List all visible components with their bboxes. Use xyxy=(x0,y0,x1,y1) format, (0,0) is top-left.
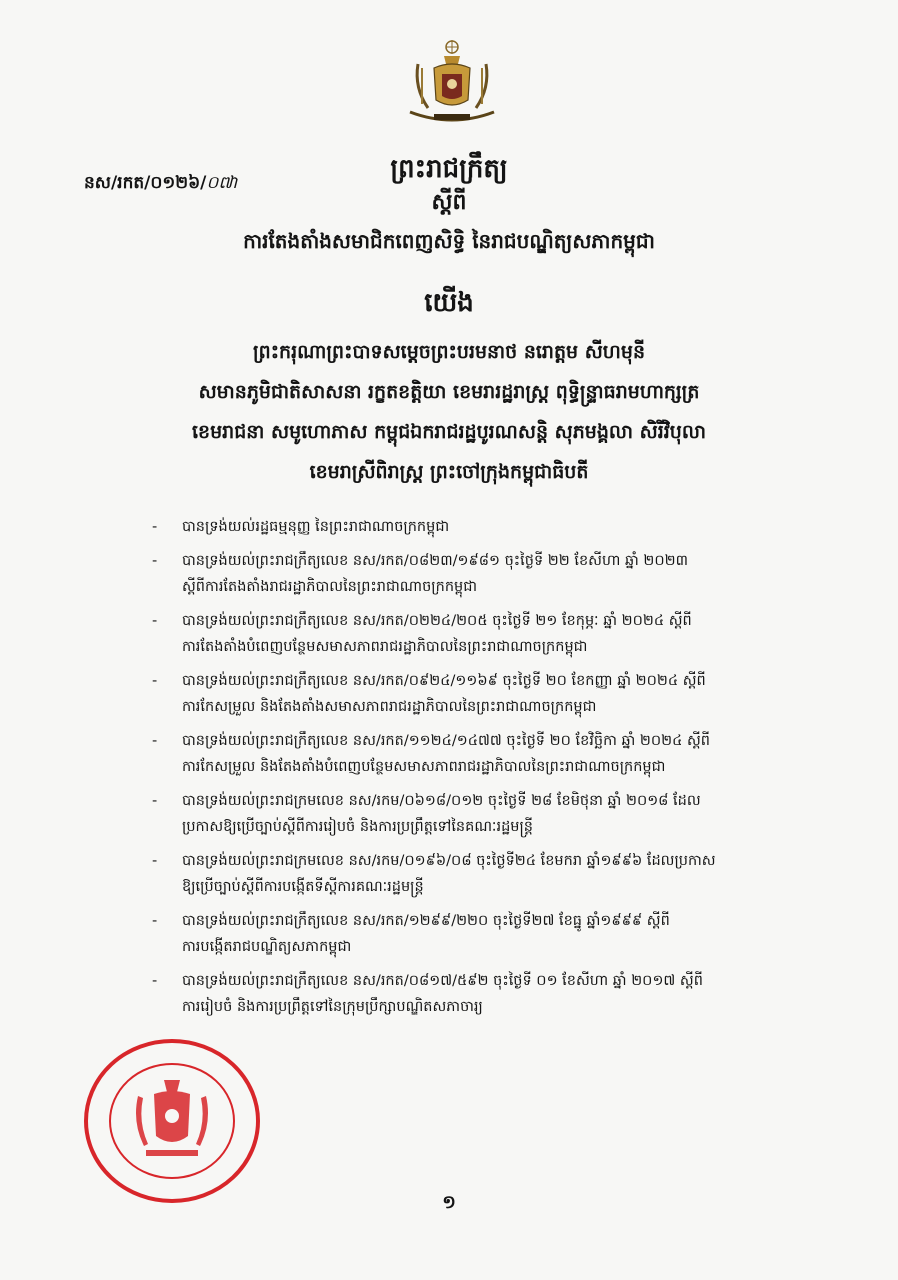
list-item-text: ការតែងតាំងបំពេញបន្ថែមសមាសភាពរាជរដ្ឋាភិបាលនៃព្រះរាជាណាចក្រកម្ពុជា xyxy=(182,639,588,655)
list-item-text: បានទ្រង់យល់ព្រះរាជក្រឹត្យលេខ នស/រកត/០៨១៧/៥៩២ ចុះថ្ងៃទី ០១ ខែសីហា ឆ្នាំ ២០១៧ ស្ដីពី xyxy=(182,973,703,989)
royal-coat-of-arms-icon xyxy=(404,38,500,124)
reference-handwritten: ០៧ា xyxy=(206,173,238,193)
decree-subject: ការតែងតាំងសមាជិកពេញសិទ្ធិ នៃរាជបណ្ឌិត្យសភាកម្ពុជា xyxy=(243,229,655,253)
list-bullet: - xyxy=(152,793,158,809)
list-item-text: បានទ្រង់យល់ព្រះរាជក្រឹត្យលេខ នស/រកត/០៩២៤/១១៦៩ ចុះថ្ងៃទី ២០ ខែកញ្ញា ឆ្នាំ ២០២៤ ស្ដីពី xyxy=(182,673,706,689)
list-item xyxy=(152,608,852,660)
royal-palace-seal-icon xyxy=(80,1036,264,1206)
list-item-text: ស្ដីពីការតែងតាំងរាជរដ្ឋាភិបាលនៃព្រះរាជាណាចក្រកម្ពុជា xyxy=(182,579,478,595)
list-item xyxy=(152,848,852,900)
list-item xyxy=(152,548,852,600)
list-item-text: បានទ្រង់យល់ព្រះរាជក្រឹត្យលេខ នស/រកត/០៨២៣/១៩៨១ ចុះថ្ងៃទី ២២ ខែសីហា ឆ្នាំ ២០២៣ xyxy=(182,553,688,569)
list-item xyxy=(152,668,852,720)
preamble-we: យើង xyxy=(424,288,474,318)
list-item-text: ការកែសម្រួល និងតែងតាំងបំពេញបន្ថែមសមាសភាពរាជរដ្ឋាភិបាលនៃព្រះរាជាណាចក្រកម្ពុជា xyxy=(182,759,666,775)
king-title-line: សមានភូមិជាតិសាសនា រក្ខតខត្តិយា ខេមរារដ្ឋរាស្ត្រ ពុទ្ធិន្ទ្រាធរាមហាក្សត្រ xyxy=(198,381,700,403)
list-bullet: - xyxy=(152,673,158,689)
list-bullet: - xyxy=(152,613,158,629)
list-item xyxy=(152,728,852,780)
list-item-text: បានទ្រង់យល់រដ្ឋធម្មនុញ្ញ នៃព្រះរាជាណាចក្រកម្ពុជា xyxy=(182,519,450,535)
list-item xyxy=(152,788,852,840)
list-bullet: - xyxy=(152,973,158,989)
list-item-text: ឱ្យប្រើច្បាប់ស្ដីពីការបង្កើតទីស្ដីការគណៈរដ្ឋមន្ត្រី xyxy=(182,879,424,895)
list-item-text: ការបង្កើតរាជបណ្ឌិត្យសភាកម្ពុជា xyxy=(182,939,352,955)
king-title-line: ខេមរាស្រីពិរាស្ត្រ ព្រះចៅក្រុងកម្ពុជាធិបតី xyxy=(309,461,589,483)
list-bullet: - xyxy=(152,733,158,749)
king-title-line: ព្រះករុណាព្រះបាទសម្ដេចព្រះបរមនាថ នរោត្តម សីហមុនី xyxy=(252,341,646,363)
list-item-text: បានទ្រង់យល់ព្រះរាជក្រមលេខ នស/រកម/០១៩៦/០៨ ចុះថ្ងៃទី២៤ ខែមករា ឆ្នាំ១៩៩៦ ដែលប្រកាស xyxy=(182,853,716,869)
list-bullet: - xyxy=(152,519,158,535)
list-bullet: - xyxy=(152,853,158,869)
list-item xyxy=(152,908,852,960)
reference-printed: នស/រកត/០១២៦/ xyxy=(84,173,207,193)
considerations-list xyxy=(152,514,852,1028)
list-item-text: ការកែសម្រួល និងតែងតាំងសមាសភាពរាជរដ្ឋាភិបាលនៃព្រះរាជាណាចក្រកម្ពុជា xyxy=(182,699,597,715)
list-item-text: បានទ្រង់យល់ព្រះរាជក្រឹត្យលេខ នស/រកត/១២៩៩/២២០ ចុះថ្ងៃទី២៧ ខែធ្នូ ឆ្នាំ១៩៩៩ ស្ដីពី xyxy=(182,913,670,929)
list-item xyxy=(152,968,852,1020)
king-title-line: ខេមរាជនា សមូហោភាស កម្ពុជឯករាជរដ្ឋបូរណសន្តិ សុភមង្គលា សិរីវិបុលា xyxy=(192,421,706,443)
list-bullet: - xyxy=(152,553,158,569)
page-number: ១ xyxy=(442,1192,456,1213)
list-bullet: - xyxy=(152,913,158,929)
list-item-text: ប្រកាសឱ្យប្រើច្បាប់ស្ដីពីការរៀបចំ និងការប្រព្រឹត្តទៅនៃគណៈរដ្ឋមន្ត្រី xyxy=(182,819,534,835)
list-item-text: បានទ្រង់យល់ព្រះរាជក្រមលេខ នស/រកម/០៦១៨/០១២ ចុះថ្ងៃទី ២៨ ខែមិថុនា ឆ្នាំ ២០១៨ ដែល xyxy=(182,793,701,809)
decree-title: ព្រះរាជក្រឹត្យ xyxy=(390,154,508,184)
list-item-text: បានទ្រង់យល់ព្រះរាជក្រឹត្យលេខ នស/រកត/០២២៤/២០៥ ចុះថ្ងៃទី ២១ ខែកុម្ភៈ ឆ្នាំ ២០២៤ ស្ដីពី xyxy=(182,613,692,629)
list-item-text: ការរៀបចំ និងការប្រព្រឹត្តទៅនៃក្រុមប្រឹក្សាបណ្ឌិតសភាចារ្យ xyxy=(182,999,483,1015)
list-item xyxy=(152,514,852,540)
list-item-text: បានទ្រង់យល់ព្រះរាជក្រឹត្យលេខ នស/រកត/១១២៤/១៤៧៧ ចុះថ្ងៃទី ២០ ខែវិច្ឆិកា ឆ្នាំ ២០២៤ ស្ដីពី xyxy=(182,733,711,749)
decree-about: ស្ដីពី xyxy=(431,190,467,215)
